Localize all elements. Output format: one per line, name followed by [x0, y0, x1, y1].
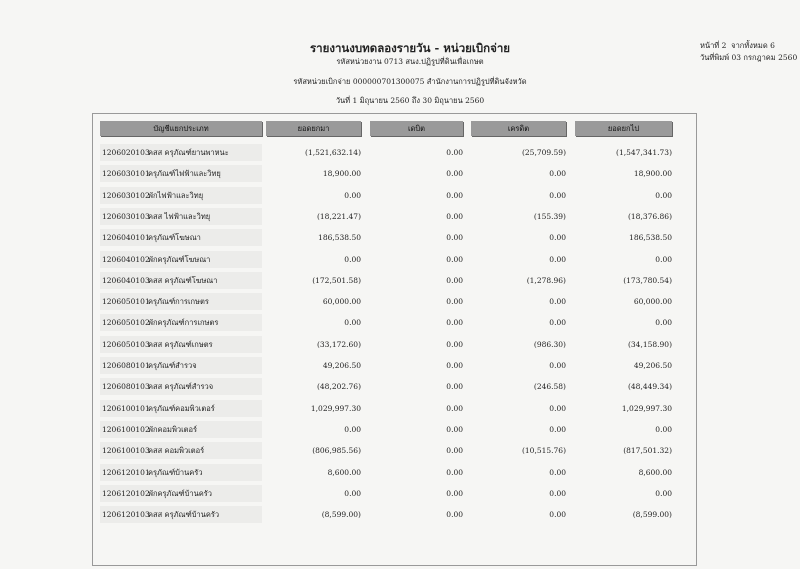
closing-balance: 49,206.50 [633, 361, 672, 370]
account-cell [100, 165, 262, 182]
debit-amount: 0.00 [446, 275, 463, 285]
account-code: 1206120103 [102, 510, 150, 520]
opening-balance: 8,600.00 [327, 467, 361, 477]
opening-balance: 0.00 [344, 318, 361, 328]
account-cell [100, 421, 262, 438]
page-number: หน้าที่ 2 [700, 41, 727, 50]
closing-balance: 60,000.00 [633, 297, 672, 307]
account-name: ครุภัณฑ์คอมพิวเตอร์ [148, 403, 215, 413]
table-row [100, 251, 690, 268]
closing-balance: (34,158.90) [627, 339, 672, 349]
account-name: พักคอมพิวเตอร์ [148, 424, 198, 434]
account-name: คสส ครุภัณฑ์โฆษณา [148, 275, 218, 285]
credit-amount: (986.30) [533, 339, 566, 349]
account-name: ครุภัณฑ์โฆษณา [148, 233, 201, 243]
opening-balance: 1,029,997.30 [310, 403, 361, 413]
closing-balance: 0.00 [655, 488, 672, 498]
closing-balance: (8,599.00) [632, 510, 672, 520]
opening-balance: 0.00 [344, 488, 361, 498]
account-name: พักครุภัณฑ์โฆษณา [148, 254, 211, 264]
credit-amount: 0.00 [549, 233, 566, 243]
account-name: พักไฟฟ้าและวิทยุ [148, 190, 204, 200]
account-cell [100, 506, 262, 523]
table-row [100, 293, 690, 310]
opening-balance: (18,221.47) [316, 211, 361, 221]
closing-balance: (18,376.86) [627, 211, 672, 221]
account-cell [100, 378, 262, 395]
account-code: 1206040103 [102, 275, 150, 285]
closing-balance: (1,547,341.73) [616, 148, 672, 157]
agency-line: รหัสหน่วยงาน 0713 สนง.ปฏิรูปที่ดินเพื่อเกษต [336, 57, 484, 66]
credit-amount: 0.00 [549, 403, 566, 413]
page-total: จากทั้งหมด 6 [731, 41, 775, 50]
credit-amount: (246.58) [533, 382, 566, 392]
closing-balance: (48,449.34) [627, 382, 672, 392]
debit-amount: 0.00 [446, 148, 463, 157]
table-row [100, 314, 690, 331]
closing-balance: 0.00 [655, 254, 672, 264]
credit-amount: 0.00 [549, 424, 566, 434]
account-cell [100, 187, 262, 204]
debit-amount: 0.00 [446, 403, 463, 413]
debit-amount: 0.00 [446, 361, 463, 370]
account-name: ครุภัณฑ์การเกษตร [148, 297, 209, 307]
credit-amount: 0.00 [549, 169, 566, 179]
opening-balance: 49,206.50 [322, 361, 361, 370]
opening-balance: (172,501.58) [312, 275, 361, 285]
account-cell [100, 144, 262, 161]
opening-balance: (48,202.76) [316, 382, 361, 392]
debit-amount: 0.00 [446, 446, 463, 456]
header-account: บัญชีแยกประเภท [100, 121, 262, 136]
account-name: คสส คอมพิวเตอร์ [148, 446, 205, 456]
table-row [100, 485, 690, 502]
debit-amount: 0.00 [446, 169, 463, 179]
opening-balance: 0.00 [344, 254, 361, 264]
table-row [100, 442, 690, 459]
opening-balance: 0.00 [344, 190, 361, 200]
closing-balance: 0.00 [655, 190, 672, 200]
credit-amount: (25,709.59) [521, 148, 566, 157]
debit-amount: 0.00 [446, 297, 463, 307]
table-row [100, 272, 690, 289]
closing-balance: 0.00 [655, 318, 672, 328]
account-cell [100, 442, 262, 459]
debit-amount: 0.00 [446, 510, 463, 520]
credit-amount: (1,278.96) [526, 275, 566, 285]
account-name: คสส ไฟฟ้าและวิทยุ [148, 211, 211, 221]
debit-amount: 0.00 [446, 190, 463, 200]
table-row [100, 506, 690, 523]
debit-amount: 0.00 [446, 488, 463, 498]
account-code: 1206050101 [102, 297, 150, 307]
account-code: 1206020103 [102, 148, 150, 157]
account-cell [100, 314, 262, 331]
account-name: ครุภัณฑ์บ้านครัว [148, 467, 203, 477]
credit-amount: 0.00 [549, 254, 566, 264]
account-code: 1206040101 [102, 233, 150, 243]
table-row [100, 144, 690, 161]
debit-amount: 0.00 [446, 254, 463, 264]
closing-balance: 186,538.50 [629, 233, 672, 243]
credit-amount: (10,515.76) [521, 446, 566, 456]
account-code: 1206120102 [102, 488, 150, 498]
table-row [100, 336, 690, 353]
closing-balance: 8,600.00 [638, 467, 672, 477]
closing-balance: 1,029,997.30 [621, 403, 672, 413]
report-title: รายงานงบทดลองรายวัน - หน่วยเบิกจ่าย [309, 41, 511, 55]
account-cell [100, 357, 262, 374]
table-row [100, 421, 690, 438]
account-name: คสส ครุภัณฑ์เกษตร [148, 339, 213, 349]
account-cell [100, 485, 262, 502]
closing-balance: (173,780.54) [623, 275, 672, 285]
account-cell [100, 208, 262, 225]
credit-amount: (155.39) [533, 211, 566, 221]
account-cell [100, 400, 262, 417]
account-cell [100, 336, 262, 353]
opening-balance: 18,900.00 [322, 169, 361, 179]
table-row [100, 400, 690, 417]
print-date: วันที่พิมพ์ 03 กรกฎาคม 2560 [700, 53, 798, 62]
account-code: 1206100102 [102, 424, 150, 434]
closing-balance: 0.00 [655, 424, 672, 434]
debit-amount: 0.00 [446, 318, 463, 328]
credit-amount: 0.00 [549, 488, 566, 498]
account-name: คสส ครุภัณฑ์สำรวจ [148, 382, 214, 392]
table-row [100, 165, 690, 182]
account-code: 1206030103 [102, 211, 150, 221]
account-code: 1206030101 [102, 169, 150, 179]
debit-amount: 0.00 [446, 467, 463, 477]
table-row [100, 229, 690, 246]
account-cell [100, 229, 262, 246]
table-row [100, 187, 690, 204]
credit-amount: 0.00 [549, 190, 566, 200]
credit-amount: 0.00 [549, 361, 566, 370]
debit-amount: 0.00 [446, 382, 463, 392]
account-code: 1206040102 [102, 254, 150, 264]
account-cell [100, 464, 262, 481]
account-code: 1206100103 [102, 446, 150, 456]
opening-balance: (1,521,632.14) [305, 148, 361, 157]
header-credit: เครดิต [471, 121, 566, 136]
credit-amount: 0.00 [549, 318, 566, 328]
debit-amount: 0.00 [446, 211, 463, 221]
opening-balance: 186,538.50 [318, 233, 361, 243]
account-name: คสส ครุภัณฑ์ยานพาหนะ [148, 148, 229, 157]
closing-balance: 18,900.00 [633, 169, 672, 179]
table-row [100, 357, 690, 374]
opening-balance: (806,985.56) [312, 446, 361, 456]
debit-amount: 0.00 [446, 339, 463, 349]
opening-balance: 60,000.00 [322, 297, 361, 307]
debit-amount: 0.00 [446, 233, 463, 243]
closing-balance: (817,501.32) [623, 446, 672, 456]
opening-balance: (33,172.60) [316, 339, 361, 349]
account-code: 1206100101 [102, 403, 150, 413]
opening-balance: (8,599.00) [321, 510, 361, 520]
table-row [100, 208, 690, 225]
account-name: พักครุภัณฑ์บ้านครัว [148, 488, 213, 498]
account-name: ครุภัณฑ์สำรวจ [148, 361, 197, 370]
account-name: คสส ครุภัณฑ์บ้านครัว [148, 510, 220, 520]
header-opening: ยอดยกมา [266, 121, 361, 136]
header-closing: ยอดยกไป [575, 121, 672, 136]
table-row [100, 378, 690, 395]
date-range: วันที่ 1 มิถุนายน 2560 ถึง 30 มิถุนายน 2560 [335, 96, 485, 105]
opening-balance: 0.00 [344, 424, 361, 434]
credit-amount: 0.00 [549, 297, 566, 307]
table-row [100, 464, 690, 481]
account-cell [100, 251, 262, 268]
account-name: พักครุภัณฑ์การเกษตร [148, 318, 219, 328]
account-code: 1206050103 [102, 339, 150, 349]
account-code: 1206120101 [102, 467, 150, 477]
account-code: 1206050102 [102, 318, 150, 328]
disbursement-unit-line: รหัสหน่วยเบิกจ่าย 000000701300075 สำนักงานการปฏิรูปที่ดินจังหวัด [293, 77, 527, 86]
account-cell [100, 293, 262, 310]
header-debit: เดบิต [370, 121, 463, 136]
account-code: 1206080103 [102, 382, 150, 392]
account-cell [100, 272, 262, 289]
credit-amount: 0.00 [549, 510, 566, 520]
account-code: 1206030102 [102, 190, 150, 200]
account-name: ครุภัณฑ์ไฟฟ้าและวิทยุ [148, 169, 221, 179]
account-code: 1206080101 [102, 361, 150, 370]
debit-amount: 0.00 [446, 424, 463, 434]
page-info [700, 40, 797, 64]
credit-amount: 0.00 [549, 467, 566, 477]
